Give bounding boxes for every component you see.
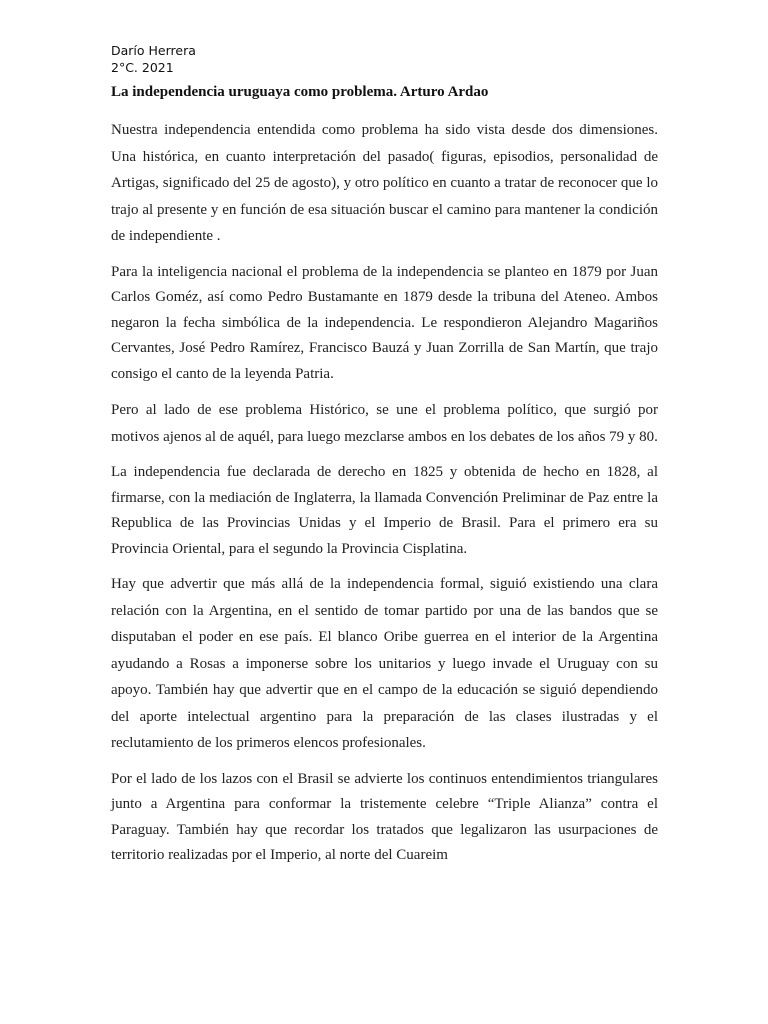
paragraph-5: Hay que advertir que más allá de la independencia formal, siguió existiendo una clara relación con la Argentina, en el sentido de tomar partido por una de las bandos que se disputaban el poder en ese país. El blanco Oribe guerrea en el interior de la Argentina ayudando a Rosas a imponerse sobre los unitarios y luego invade el Uruguay con su apoyo. También hay que advertir que en el campo de la educación se siguió dependiendo del aporte intelectual argentino para la preparación de las clases ilustradas y el reclutamiento de los primeros elencos profesionales. bbox=[111, 576, 658, 751]
document-body bbox=[111, 117, 658, 869]
paragraph-3: Pero al lado de ese problema Histórico, se une el problema político, que surgió por motivos ajenos al de aquél, para luego mezclarse ambos en los debates de los años 79 y 80. bbox=[111, 402, 658, 445]
document-title: La independencia uruguaya como problema. Arturo Ardao bbox=[111, 84, 489, 100]
author-name: Darío Herrera bbox=[111, 43, 196, 58]
paragraph-1: Nuestra independencia entendida como problema ha sido vista desde dos dimensiones. Una histórica, en cuanto interpretación del pasado( figuras, episodios, personalidad de Artigas, significado del 25 de agosto), y otro político en cuanto a tratar de reconocer que lo trajo al presente y en función de esa situación buscar el camino para mantener la condición de independiente . bbox=[111, 122, 658, 244]
paragraph-4: La independencia fue declarada de derecho en 1825 y obtenida de hecho en 1828, al firmarse, con la mediación de Inglaterra, la llamada Convención Preliminar de Paz entre la Republica de las Provincias Unidas y el Imperio de Brasil. Para el primero era su Provincia Oriental, para el segundo la Provincia Cisplatina. bbox=[111, 464, 658, 557]
paragraph-2: Para la inteligencia nacional el problema de la independencia se planteo en 1879 por Juan Carlos Goméz, así como Pedro Bustamante en 1879 desde la tribuna del Ateneo. Ambos negaron la fecha simbólica de la independencia. Le respondieron Alejandro Magariños Cervantes, José Pedro Ramírez, Francisco Bauzá y Juan Zorrilla de San Martín, que trajo consigo el canto de la leyenda Patria. bbox=[111, 263, 658, 382]
course-date: 2°C. 2021 bbox=[111, 60, 174, 75]
document-header bbox=[111, 42, 196, 76]
paragraph-6: Por el lado de los lazos con el Brasil se advierte los continuos entendimientos triangulares junto a Argentina para conformar la tristemente celebre “Triple Alianza” contra el Paraguay. También hay que recordar los tratados que legalizaron las usurpaciones de territorio realizadas por el Imperio, al norte del Cuareim bbox=[111, 770, 658, 863]
